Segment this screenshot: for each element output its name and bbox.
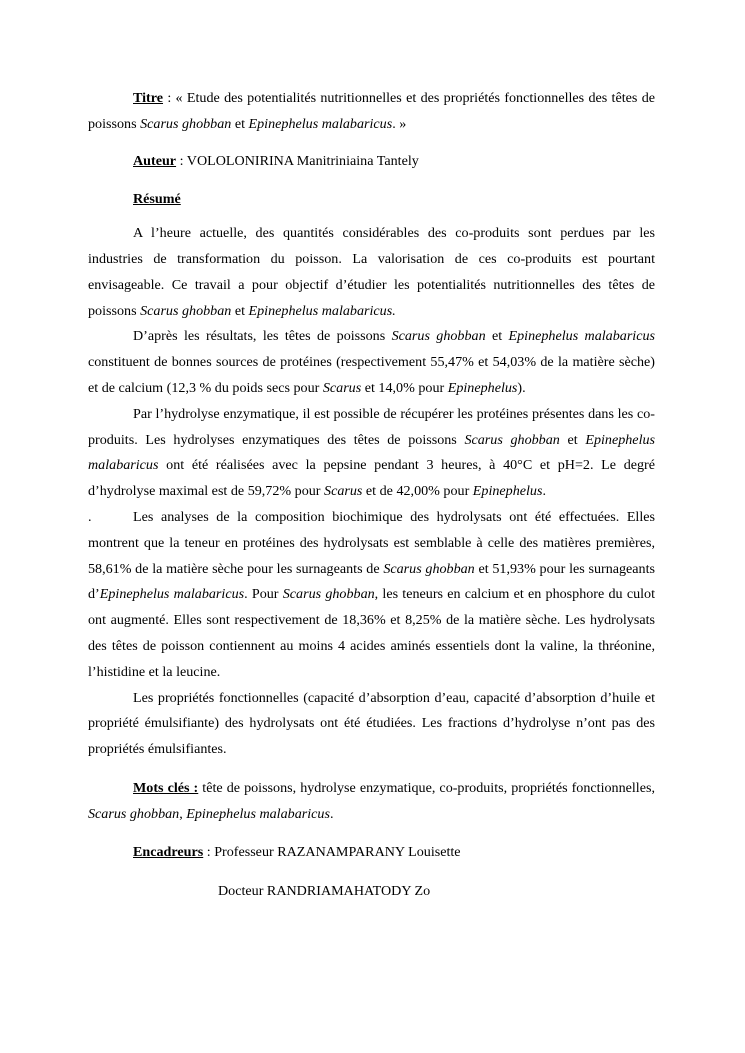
species-name: Epinephelus malabaricus. bbox=[248, 302, 396, 319]
document-page bbox=[88, 86, 655, 905]
supervisor-name: Docteur RANDRIAMAHATODY Zo bbox=[218, 883, 431, 900]
species-name: Epinephelus malabaricus bbox=[186, 805, 330, 822]
author-line: Auteur : VOLOLONIRINA Manitriniaina Tantely bbox=[133, 152, 419, 169]
abstract-paragraph-3: Par l’hydrolyse enzymatique, il est possible de récupérer les protéines présentes dans les co-produits. Les hydrolyses enzymatiques des têtes de poissons Scarus ghobban et Epinephelus malabaricus ont été réalisées avec la pepsine pendant 3 heures, à 40°C et pH=2. Le degré d’hydrolyse maximal est de 59,72% pour Scarus et de 42,00% pour Epinephelus. bbox=[88, 405, 656, 500]
abstract-paragraph-4: . Les analyses de la composition biochimique des hydrolysats ont été effectuées. Elles montrent que la teneur en protéines des hydrolysats est semblable à celle des matières premières, 58,61% de la matière sèche pour les surnageants de Scarus ghobban et 51,93% pour les surnageants d’Epinephelus malabaricus. Pour Scarus ghobban, les teneurs en calcium et en phosphore du culot ont augmenté. Elles sont respectivement de 18,36% et 8,25% de la matière sèche. Les hydrolysats des têtes de poisson contiennent au moins 4 acides aminés essentiels dont la valine, la thréonine, l’histidine et la leucine. bbox=[88, 505, 655, 686]
species-name: Epinephelus bbox=[472, 483, 543, 500]
abstract-paragraph-5: Les propriétés fonctionnelles (capacité d’absorption d’eau, capacité d’absorption d’huile et propriété émulsifiante) des hydrolysats ont été étudiées. Les fractions d’hydrolyse n’ont pas des propriétés émulsifiantes. bbox=[88, 689, 655, 758]
author-name: VOLOLONIRINA Manitriniaina Tantely bbox=[186, 152, 419, 169]
species-name: Scarus ghobban bbox=[282, 586, 375, 603]
stray-dot: . bbox=[88, 508, 92, 525]
abstract-paragraph-1: A l’heure actuelle, des quantités considérables des co-produits sont perdues par les industries de transformation du poisson. La valorisation de ces co-produits est pourtant envisageable. Ce travail a pour objectif d’étudier les potentialités nutritionnelles des têtes de poissons Scarus ghobban et Epinephelus malabaricus. bbox=[88, 225, 655, 319]
species-name: Epinephelus malabaricus bbox=[508, 328, 656, 345]
supervisor-name: Professeur RAZANAMPARANY Louisette bbox=[214, 843, 461, 860]
abstract-heading: Résumé bbox=[133, 191, 181, 208]
species-name: Scarus ghobban bbox=[383, 560, 475, 577]
author-label: Auteur bbox=[133, 152, 177, 169]
supervisors-line: Encadreurs : Professeur RAZANAMPARANY Louisette bbox=[133, 843, 461, 860]
species-name: Scarus ghobban bbox=[140, 115, 232, 132]
abstract-paragraph-2: D’après les résultats, les têtes de poissons Scarus ghobban et Epinephelus malabaricus constituent de bonnes sources de protéines (respectivement 55,47% et 54,03% de la matière sèche) et de calcium (12,3 % du poids secs pour Scarus et 14,0% pour Epinephelus). bbox=[88, 328, 656, 396]
species-name: Scarus ghobban bbox=[391, 328, 486, 345]
keywords-label: Mots clés : bbox=[133, 779, 199, 796]
supervisor-second-line bbox=[88, 879, 655, 905]
title-label: Titre bbox=[133, 90, 164, 106]
species-name: Scarus ghobban bbox=[88, 805, 180, 822]
species-name: Scarus bbox=[322, 379, 362, 396]
abstract-heading-line bbox=[88, 187, 655, 213]
species-name: Scarus ghobban bbox=[140, 302, 232, 319]
keywords-paragraph: Mots clés : tête de poissons, hydrolyse enzymatique, co-produits, propriétés fonctionnelles, Scarus ghobban, Epinephelus malabaricus. bbox=[88, 779, 655, 822]
species-name: Epinephelus malabaricus bbox=[99, 586, 245, 603]
species-name: Epinephelus malabaricus bbox=[248, 115, 393, 132]
species-name: Scarus ghobban bbox=[464, 431, 560, 448]
species-name: Epinephelus bbox=[447, 379, 518, 396]
supervisors-label: Encadreurs bbox=[133, 843, 204, 860]
species-name: Scarus bbox=[324, 483, 363, 500]
title-text: « Etude des potentialités nutritionnelles et des propriétés fonctionnelles des têtes de poissons bbox=[88, 90, 655, 132]
title-paragraph: Titre : « Etude des potentialités nutritionnelles et des propriétés fonctionnelles des têtes de poissons Scarus ghobban et Epinephelus malabaricus. » bbox=[88, 90, 655, 132]
species-name: Epinephelus malabaricus bbox=[88, 431, 656, 474]
